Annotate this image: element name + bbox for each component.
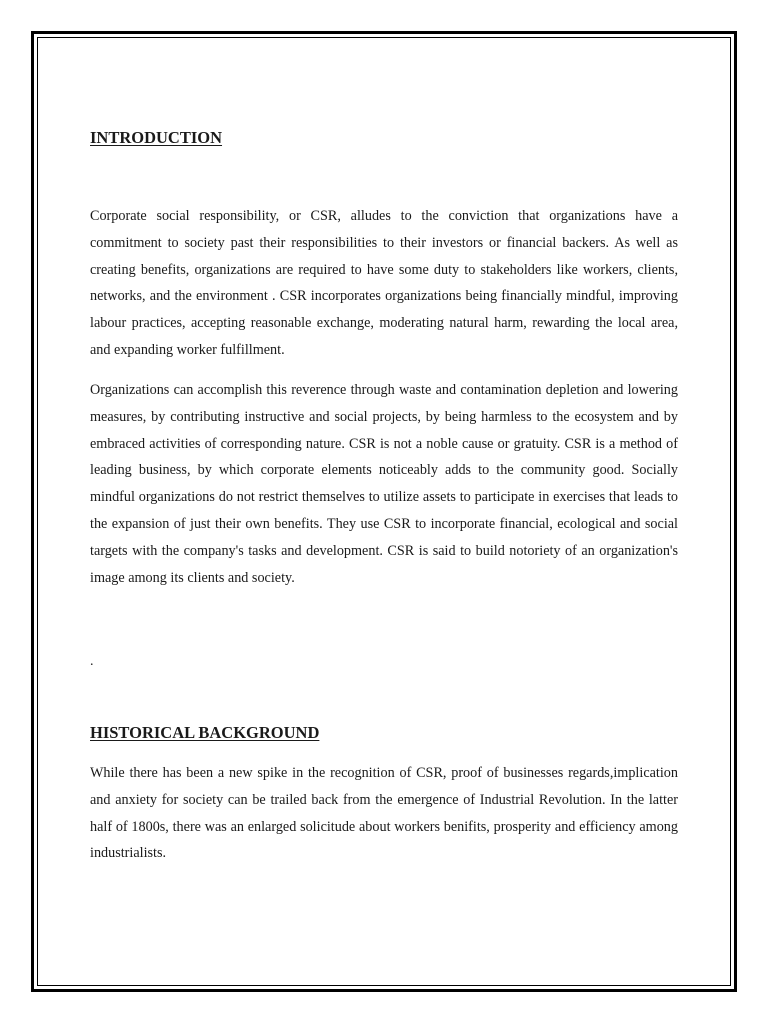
historical-background-paragraph-1: While there has been a new spike in the recognition of CSR, proof of businesses regards,implication and anxiety for society can be trailed back from the emergence of Industrial Revolution. In the latter half of 1800s, there was an enlarged solicitude about workers benifits, prosperity and efficiency among industrialists. — [90, 765, 678, 862]
section-heading-introduction: INTRODUCTION — [90, 128, 223, 147]
introduction-paragraph-1: Corporate social responsibility, or CSR, alludes to the conviction that organizations have a commitment to society past their responsibilities to their investors or financial backers. As well as creating benefits, organizations are required to have some duty to stakeholders like workers, clients, networks, and the environment . CSR incorporates organizations being financially mindful, improving labour practices, accepting reasonable exchange, moderating natural harm, rewarding the local area, and expanding worker fulfillment. — [90, 208, 678, 358]
introduction-paragraph-2: Organizations can accomplish this reverence through waste and contamination depletion and lowering measures, by contributing instructive and social projects, by being harmless to the ecosystem and by embraced activities of corresponding nature. CSR is not a noble cause or gratuity. CSR is a method of leading business, by which corporate elements noticeably adds to the community good. Socially mindful organizations do not restrict themselves to utilize assets to participate in exercises that leads to the expansion of just their own benefits. They use CSR to incorporate financial, ecological and social targets with the company's tasks and development. CSR is said to build notoriety of an organization's image among its clients and society. — [90, 382, 678, 586]
stray-mark: . — [90, 654, 94, 669]
section-heading-historical-background: HISTORICAL BACKGROUND — [90, 723, 320, 742]
